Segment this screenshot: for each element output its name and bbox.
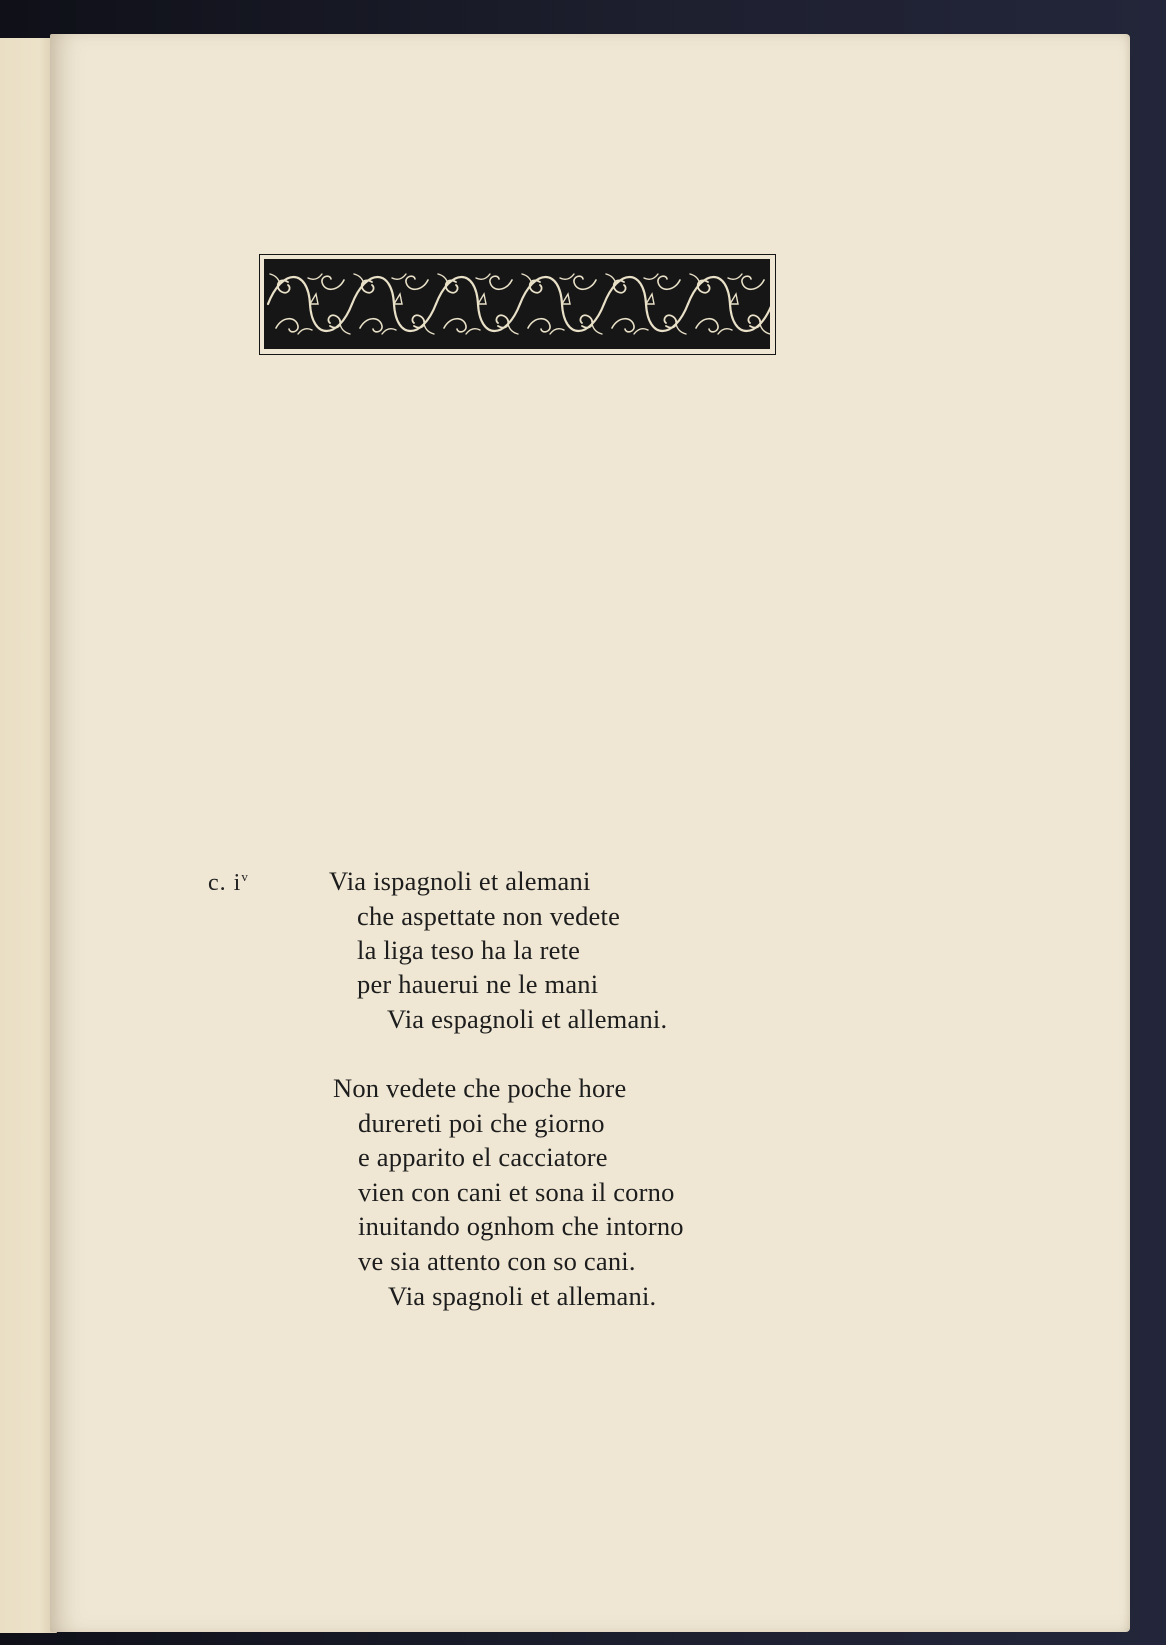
verse-line: Via ispagnoli et alemani <box>329 866 591 896</box>
verse-line: ve sia attento con so cani. <box>358 1246 636 1276</box>
folio-superscript: v <box>241 869 249 884</box>
verse-line: Non vedete che poche hore <box>333 1073 627 1103</box>
verse-refrain: Via espagnoli et allemani. <box>387 1004 668 1034</box>
folio-label: c. i <box>208 870 242 896</box>
verse-line: durereti poi che giorno <box>358 1108 605 1138</box>
verse-line: inuitando ognhom che intorno <box>358 1211 684 1241</box>
facing-page-edge <box>0 38 57 1633</box>
decorative-headpiece <box>259 254 776 355</box>
verse-refrain: Via spagnoli et allemani. <box>388 1281 657 1311</box>
verse-line: e apparito el cacciatore <box>358 1142 608 1172</box>
verse-line: che aspettate non vedete <box>357 901 621 931</box>
verse-line: la liga teso ha la rete <box>357 935 581 965</box>
verse-line: per hauerui ne le mani <box>357 969 599 999</box>
marginal-folio-note <box>208 869 249 897</box>
arabesque-ornament-icon <box>264 259 770 349</box>
verse-line: vien con cani et sona il corno <box>358 1177 675 1207</box>
